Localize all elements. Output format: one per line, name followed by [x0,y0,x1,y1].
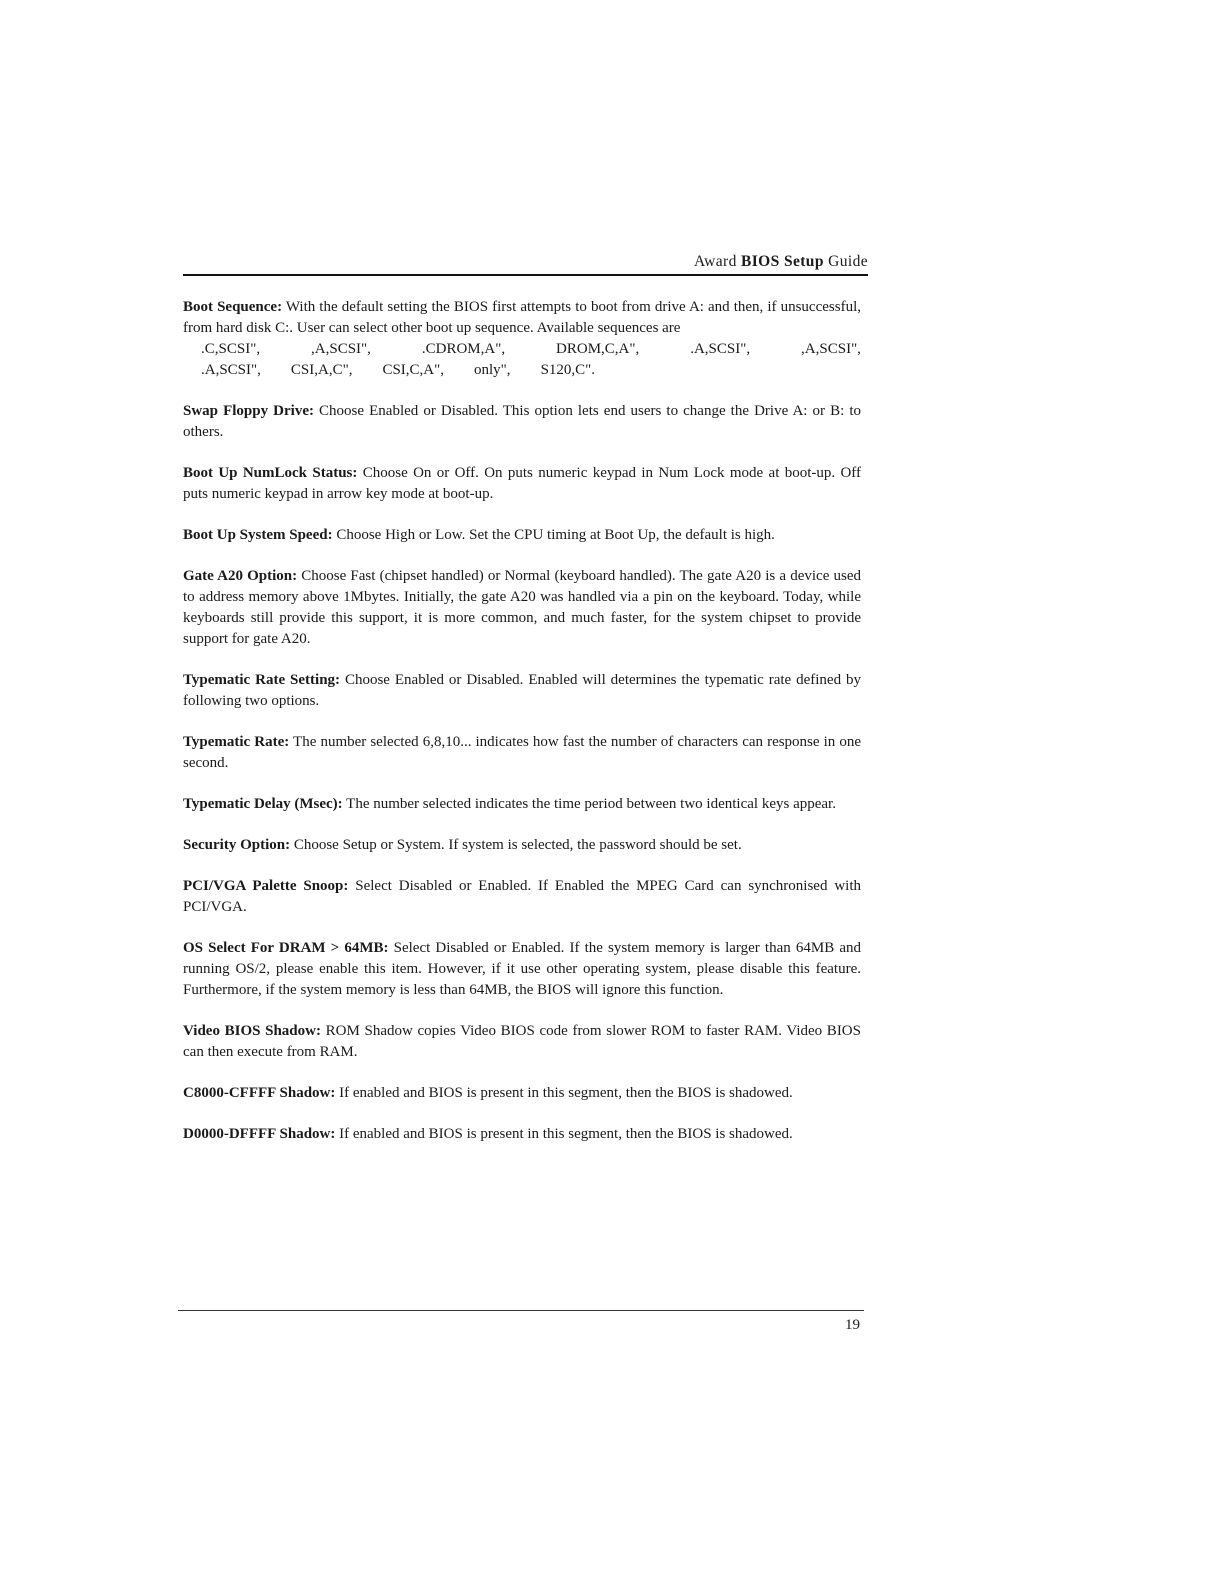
entry-pci-vga-palette-snoop [183,876,861,918]
entry-term: Gate A20 Option: [183,568,298,584]
entry-typematic-rate [183,732,861,774]
entry-term: Boot Up NumLock Status: [183,465,358,481]
entry-term: Boot Sequence: [183,299,283,315]
header-rule [183,274,868,276]
entry-d0000-dffff-shadow [183,1124,861,1145]
entry-term: Video BIOS Shadow: [183,1023,321,1039]
entry-description: Select Disabled or Enabled. If Enabled the MPEG Card can synchronised with PCI/VGA. [183,878,861,915]
entry-description: If enabled and BIOS is present in this segment, then the BIOS is shadowed. [335,1126,793,1142]
page-number: 19 [845,1317,860,1333]
entry-term: D0000-DFFFF Shadow: [183,1126,336,1142]
entry-boot-up-system-speed [183,525,861,546]
footer-rule [178,1310,864,1311]
entry-boot-up-numlock-status [183,463,861,505]
entry-description: The number selected indicates the time period between two identical keys appear. [342,796,836,812]
sequence-option: only", [474,362,511,378]
entry-description: Choose Fast (chipset handled) or Normal (keyboard handled). The gate A20 is a device used to address memory above 1Mbytes. Initially, the gate A20 was handled via a pin on the keyboard. Today, while keyboards still provide this support, it is more common, and much faster, for the system chipset to provide support for gate A20. [183,568,861,647]
entry-description: Choose Enabled or Disabled. This option lets end users to change the Drive A: or B: to others. [183,403,862,440]
entry-term: Security Option: [183,837,291,853]
header-bold: BIOS Setup [741,253,824,270]
entry-description: Select Disabled or Enabled. If the system memory is larger than 64MB and running OS/2, please enable this item. However, if it use other operating system, please disable this feature. Furthermore, if the system memory is less than 64MB, the BIOS will ignore this function. [183,940,861,998]
sequence-option: CSI,A,C", [290,362,353,378]
entry-term: Typematic Delay (Msec): [183,796,343,812]
entry-term: Boot Up System Speed: [183,527,333,543]
entry-description: Choose Setup or System. If system is selected, the password should be set. [290,837,742,853]
entry-description: Choose Enabled or Disabled. Enabled will determines the typematic rate defined by following two options. [183,672,861,709]
sequence-row-2 [183,360,861,381]
entry-term: OS Select For DRAM > 64MB: [183,940,389,956]
header-prefix: Award [693,253,742,270]
entry-swap-floppy-drive [183,401,861,443]
entry-c8000-cffff-shadow [183,1083,861,1104]
sequence-option: DROM,C,A", [556,341,640,357]
entry-term: Typematic Rate Setting: [183,672,341,688]
entry-description: Choose On or Off. On puts numeric keypad in Num Lock mode at boot-up. Off puts numeric keypad in arrow key mode at boot-up. [183,465,862,502]
sequence-option: .CDROM,A", [421,341,506,357]
entry-description: The number selected 6,8,10... indicates how fast the number of characters can response in one second. [183,734,862,771]
entry-term: Typematic Rate: [183,734,290,750]
sequence-row-1 [183,339,861,360]
entry-description: ROM Shadow copies Video BIOS code from slower ROM to faster RAM. Video BIOS can then execute from RAM. [183,1023,861,1060]
entry-term: PCI/VGA Palette Snoop: [183,878,349,894]
sequence-option: ,A,SCSI", [311,341,371,357]
entry-description: With the default setting the BIOS first attempts to boot from drive A: and then, if unsuccessful, from hard disk C:. User can select other boot up sequence. Available sequences are [183,299,861,336]
entry-term: C8000-CFFFF Shadow: [183,1085,336,1101]
sequence-option: .A,SCSI", [690,341,751,357]
entry-video-bios-shadow [183,1021,861,1063]
sequence-option: .C,SCSI", [201,341,261,357]
entry-gate-a20-option [183,566,861,650]
sequence-option: ,A,SCSI", [801,341,861,357]
page-body [183,297,861,1165]
header-suffix: Guide [823,253,868,270]
entry-term: Swap Floppy Drive: [183,403,314,419]
sequence-option: S120,C". [540,362,596,378]
boot-sequence-text [183,297,861,339]
entry-typematic-delay [183,794,861,815]
sequence-option: .A,SCSI", [201,362,261,378]
running-header [183,253,868,271]
entry-boot-sequence [183,297,861,381]
entry-description: Choose High or Low. Set the CPU timing at Boot Up, the default is high. [332,527,775,543]
entry-description: If enabled and BIOS is present in this segment, then the BIOS is shadowed. [335,1085,793,1101]
entry-typematic-rate-setting [183,670,861,712]
sequence-option: CSI,C,A", [382,362,445,378]
entry-security-option [183,835,861,856]
entry-os-select-for-dram [183,938,861,1001]
